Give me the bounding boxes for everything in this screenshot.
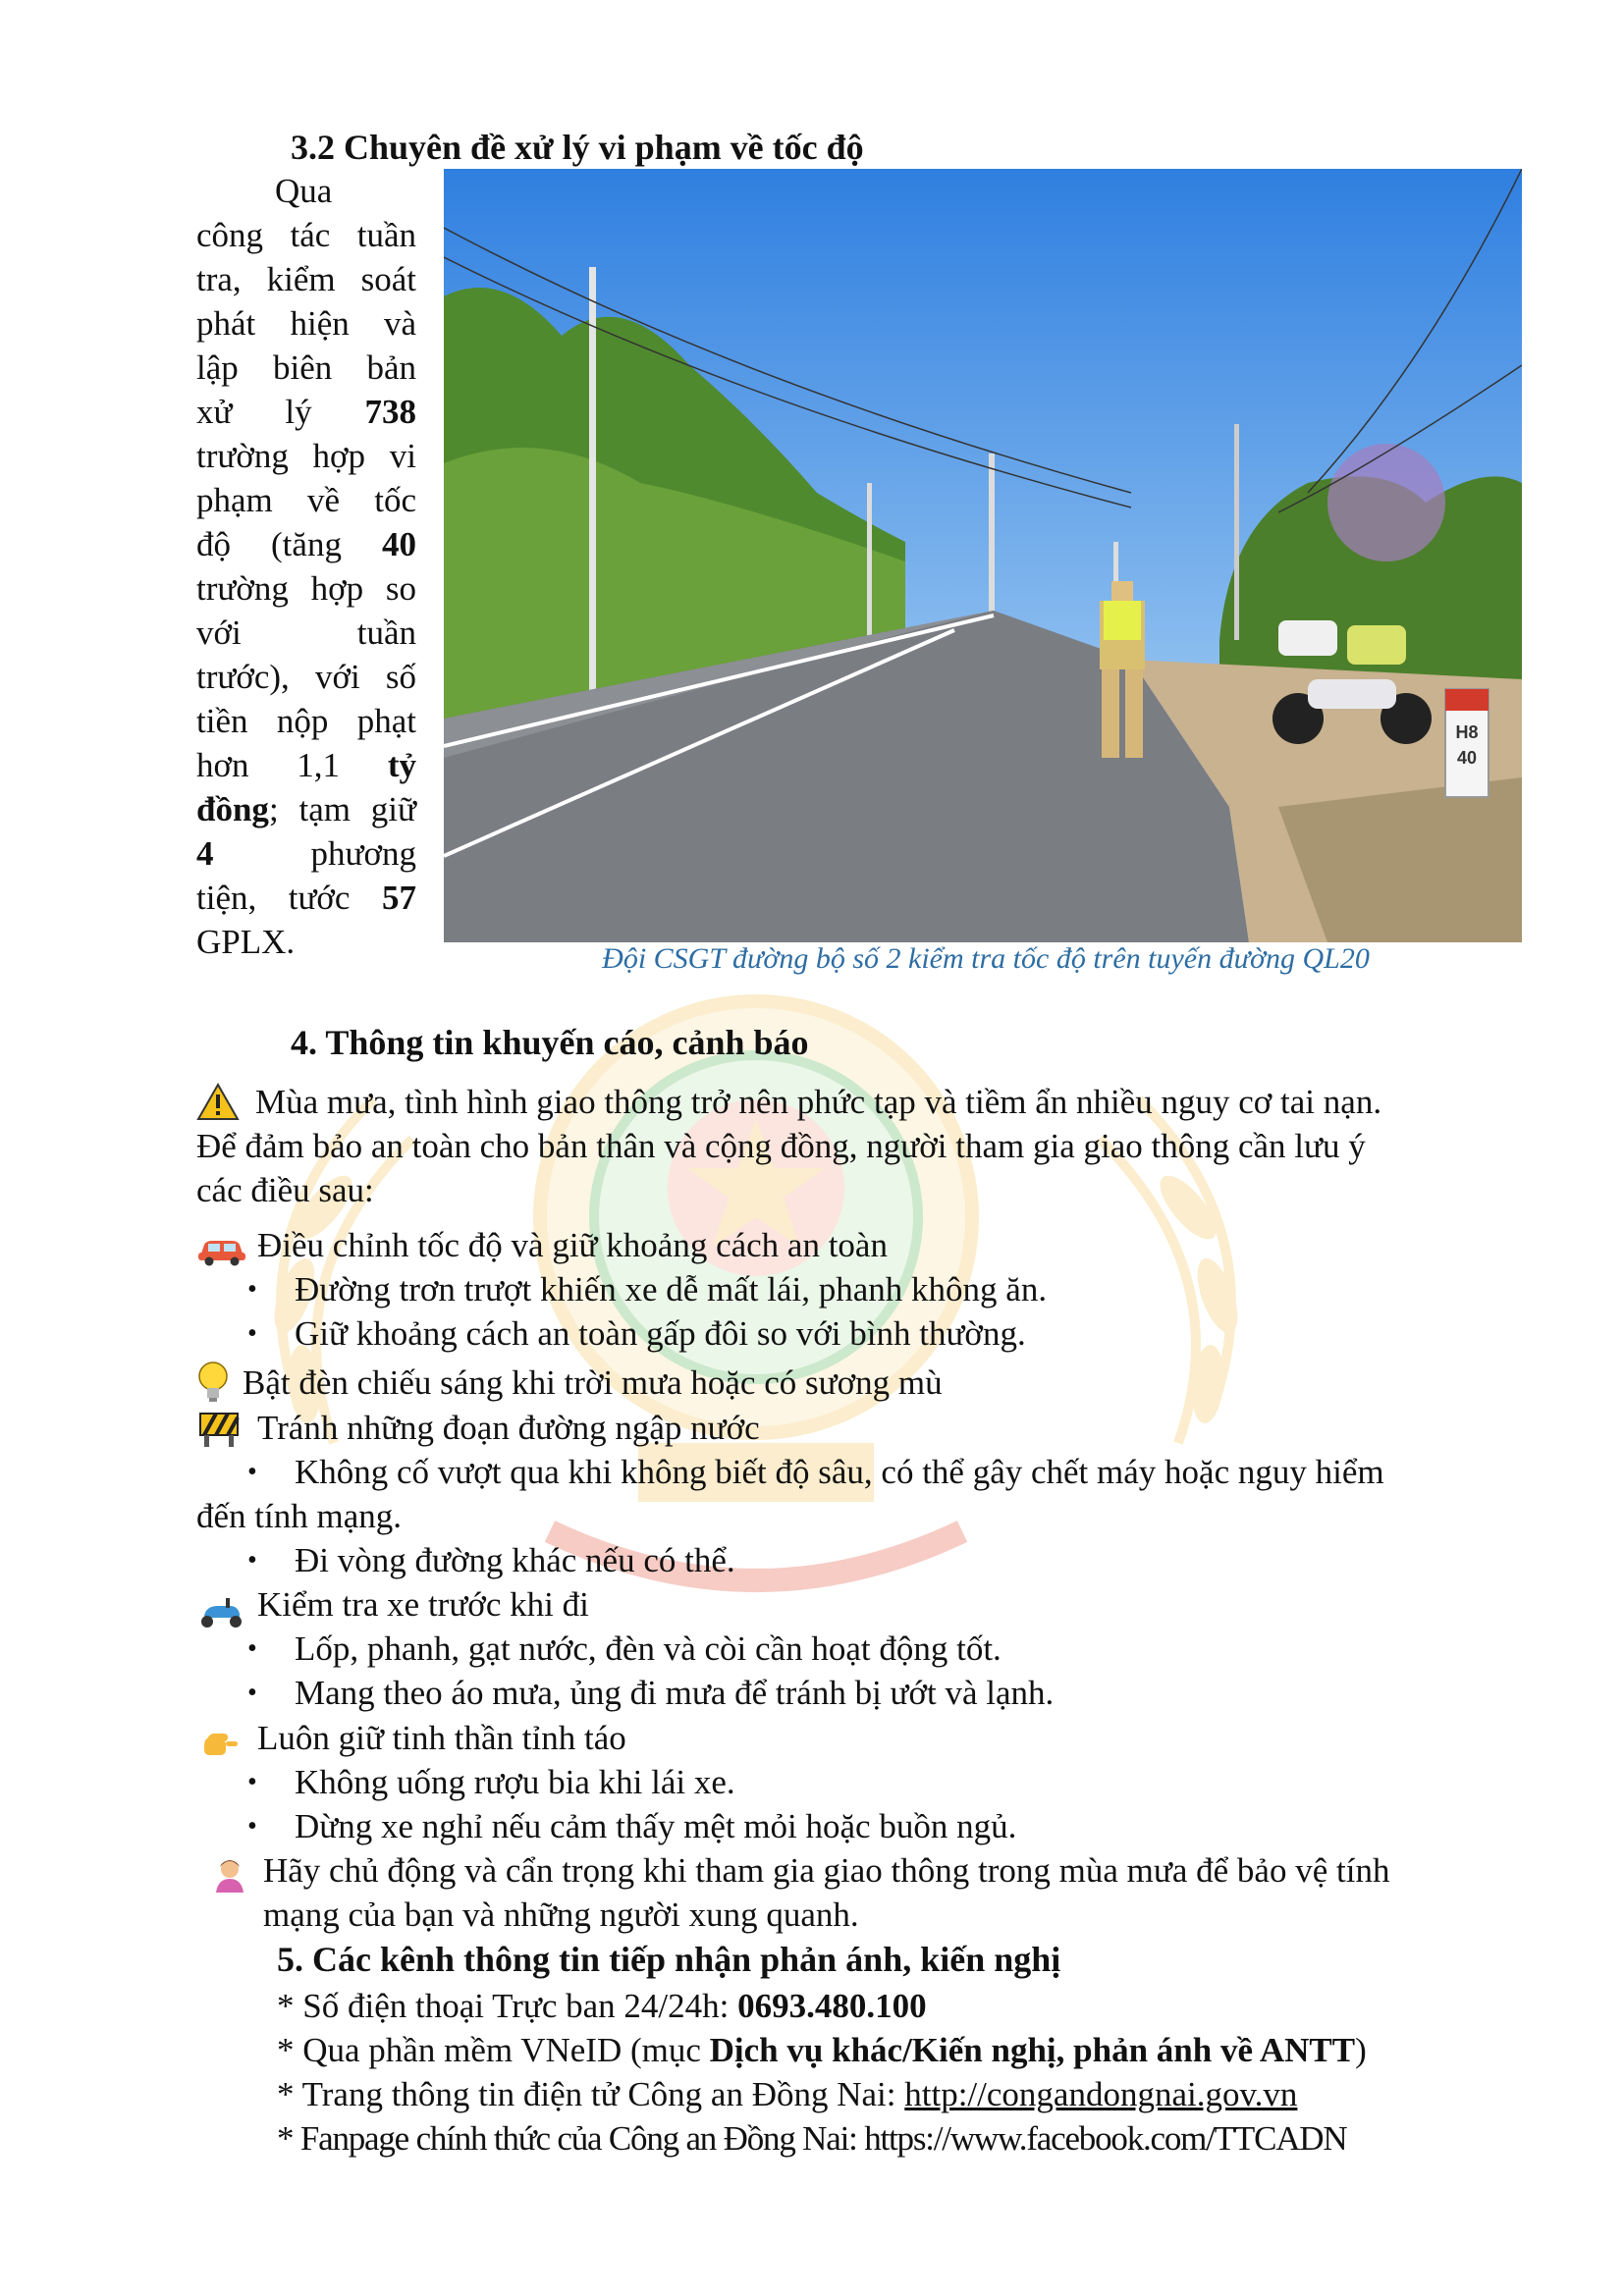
summary-text-row [196, 434, 416, 478]
vneid-service: Dịch vụ khác/Kiến nghị, phản ánh về ANTT [709, 2031, 1356, 2069]
hotline-line [277, 1984, 927, 2028]
item3-title: Tránh những đoạn đường ngập nước [257, 1409, 760, 1447]
summary-word: 57 [381, 879, 416, 917]
summary-word: về [306, 481, 341, 519]
summary-word: công [196, 216, 264, 254]
summary-word: giữ [370, 790, 416, 828]
item3-bullet2: Đi vòng đường khác nếu có thể. [295, 1541, 735, 1579]
item4-bullet1: Lốp, phanh, gạt nước, đèn và còi cần hoạt động tốt. [295, 1629, 1001, 1668]
item4-title: Kiểm tra xe trước khi đi [257, 1585, 589, 1624]
photo-caption: Đội CSGT đường bộ số 2 kiểm tra tốc độ trên tuyến đường QL20 [602, 942, 1370, 975]
item5-title: Luôn giữ tinh thần tỉnh táo [257, 1719, 626, 1757]
section-4-heading: 4. Thông tin khuyến cáo, cảnh báo [291, 1023, 809, 1062]
closing-line2: mạng của bạn và những người xung quanh. [263, 1896, 859, 1934]
summary-word: trường [196, 569, 289, 608]
section-4-intro-line2: Để đảm bảo an toàn cho bản thân và cộng đồng, người tham gia giao thông cần lưu ý [196, 1127, 1366, 1165]
speed-check-photo [444, 169, 1522, 942]
summary-word: với [196, 614, 242, 652]
summary-word: hơn [196, 746, 249, 784]
summary-word: với [314, 658, 360, 696]
summary-word: so [385, 569, 416, 608]
bullet-glyph: • [247, 1678, 257, 1708]
summary-text-row [196, 522, 416, 566]
website-line [277, 2072, 1297, 2116]
section-3-2-heading: 3.2 Chuyên đề xử lý vi phạm về tốc độ [291, 128, 864, 167]
hotline-number: 0693.480.100 [737, 1987, 927, 2025]
summary-word: 738 [364, 393, 416, 431]
bullet-glyph: • [247, 1545, 257, 1575]
summary-word: bản [366, 348, 416, 387]
hotline-label: * Số điện thoại Trực ban 24/24h: [277, 1987, 738, 2025]
summary-word: tuần [356, 614, 416, 652]
summary-word: lý [285, 393, 312, 431]
summary-text-row [196, 611, 416, 655]
summary-word: xử [196, 393, 233, 431]
summary-text-row [196, 566, 416, 611]
item4-bullet2: Mang theo áo mưa, ủng đi mưa để tránh bị ướt và lạnh. [295, 1674, 1055, 1712]
vneid-label: * Qua phần mềm VNeID (mục [277, 2031, 710, 2069]
summary-word: phương [310, 834, 416, 873]
section-4-intro-line3: các điều sau: [196, 1171, 374, 1209]
summary-word: tra, [196, 260, 242, 298]
section-5-heading: 5. Các kênh thông tin tiếp nhận phản ánh, kiến nghị [277, 1940, 1061, 1979]
summary-word: phạt [356, 702, 416, 740]
bullet-glyph: • [247, 1767, 257, 1797]
summary-word: (tăng [271, 525, 342, 563]
car-icon [196, 1235, 247, 1266]
warning-icon [196, 1082, 240, 1121]
summary-word: tiền [196, 702, 248, 740]
summary-text-row [196, 920, 416, 964]
summary-text-row [196, 655, 416, 699]
summary-word: 1,1 [297, 746, 341, 784]
summary-text-row [196, 787, 416, 831]
vneid-suffix: ) [1355, 2031, 1367, 2069]
bullet-glyph: • [247, 1633, 257, 1664]
summary-word: tước [288, 879, 351, 917]
summary-word: phạm [196, 481, 273, 519]
item1-bullet2: Giữ khoảng cách an toàn gấp đôi so với bình thường. [295, 1314, 1026, 1353]
violation-summary-text [196, 169, 416, 964]
summary-word: trường [196, 437, 289, 475]
summary-text-row [196, 699, 416, 743]
summary-word: tác [290, 216, 331, 254]
summary-word: tỷ [387, 746, 416, 784]
milestone-km: 40 [1456, 748, 1478, 768]
summary-text-row [196, 213, 416, 257]
light-bulb-icon [196, 1361, 230, 1404]
summary-text-row [196, 831, 416, 876]
summary-word: số [385, 658, 416, 696]
summary-word: soát [360, 260, 416, 298]
summary-text-row [196, 390, 416, 434]
closing-line1: Hãy chủ động và cẩn trọng khi tham gia giao thông trong mùa mưa để bảo vệ tính [263, 1851, 1390, 1890]
summary-word: nộp [276, 702, 329, 740]
summary-word: trước), [196, 658, 290, 696]
summary-text-row [196, 257, 416, 301]
summary-word: vi [389, 437, 416, 475]
bullet-glyph: • [247, 1318, 257, 1349]
summary-word: hợp [310, 569, 364, 608]
summary-word: 4 [196, 834, 214, 873]
fanpage-line: * Fanpage chính thức của Công an Đồng Nai: https://www.facebook.com/TTCADN [277, 2119, 1347, 2158]
bullet-glyph: • [247, 1811, 257, 1842]
item3-bullet1-line2: đến tính mạng. [196, 1497, 402, 1535]
bullet-glyph: • [247, 1457, 257, 1487]
item5-bullet2: Dừng xe nghỉ nếu cảm thấy mệt mỏi hoặc buồn ngủ. [295, 1807, 1017, 1845]
milestone-code: H8 [1455, 722, 1479, 742]
website-label: * Trang thông tin điện tử Công an Đồng Nai: [277, 2075, 905, 2113]
summary-word: tiện, [196, 879, 257, 917]
vneid-line [277, 2028, 1367, 2072]
item2-title: Bật đèn chiếu sáng khi trời mưa hoặc có sương mù [243, 1363, 943, 1402]
summary-word: và [383, 304, 416, 343]
item5-bullet1: Không uống rượu bia khi lái xe. [295, 1763, 735, 1801]
person-tipping-hand-icon [210, 1855, 249, 1895]
item1-title: Điều chỉnh tốc độ và giữ khoảng cách an toàn [257, 1226, 888, 1264]
summary-word: hợp [312, 437, 366, 475]
item3-bullet1-line1: Không cố vượt qua khi không biết độ sâu, có thể gây chết máy hoặc nguy hiểm [295, 1453, 1384, 1491]
summary-word: phát [196, 304, 256, 343]
summary-word: tốc [374, 481, 416, 519]
section-4-intro-line1: Mùa mưa, tình hình giao thông trở nên phức tạp và tiềm ẩn nhiều nguy cơ tai nạn. [255, 1083, 1382, 1121]
summary-word: hiện [290, 304, 350, 343]
summary-word: tạm [298, 790, 351, 828]
summary-text-row [196, 743, 416, 787]
scooter-icon [196, 1594, 245, 1629]
summary-text-row [196, 478, 416, 522]
summary-word: biên [272, 348, 333, 387]
construction-barrier-icon [196, 1410, 242, 1449]
website-link[interactable]: http://congandongnai.gov.vn [904, 2075, 1298, 2113]
summary-word: tuần [356, 216, 416, 254]
summary-word: kiểm [266, 260, 336, 298]
pointing-hand-icon [200, 1726, 242, 1759]
summary-text-row [196, 346, 416, 390]
item1-bullet1: Đường trơn trượt khiến xe dễ mất lái, phanh không ăn. [295, 1270, 1048, 1308]
summary-text-row [196, 169, 416, 213]
summary-word: 40 [381, 525, 416, 563]
summary-word: GPLX. [196, 923, 296, 961]
summary-word: độ [196, 525, 231, 563]
summary-text-row [196, 876, 416, 920]
summary-word: đồng; [196, 790, 279, 828]
summary-word: lập [196, 348, 239, 387]
summary-word: Qua [275, 172, 333, 210]
bullet-glyph: • [247, 1274, 257, 1305]
summary-text-row [196, 301, 416, 346]
